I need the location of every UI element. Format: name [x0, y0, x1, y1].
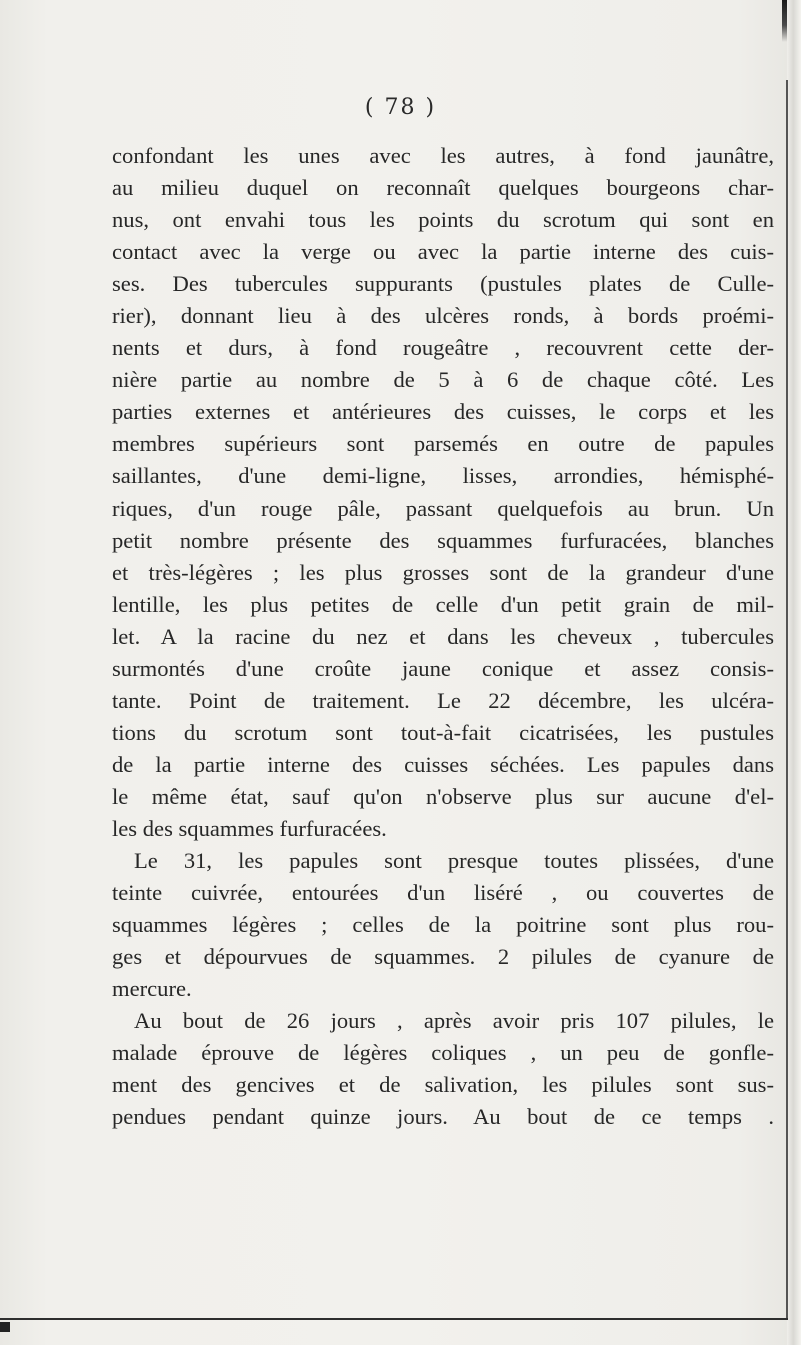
text-line: nents et durs, à fond rougeâtre , recouvrent cette der-	[112, 335, 774, 361]
text-line: de la partie interne des cuisses séchées. Les papules dans	[112, 751, 774, 777]
text-line: ses. Des tubercules suppurants (pustules plates de Culle-	[112, 271, 774, 297]
text-line: surmontés d'une croûte jaune conique et assez consis-	[112, 655, 774, 681]
text-line: saillantes, d'une demi-ligne, lisses, arrondies, hémisphé-	[112, 463, 774, 489]
text-line: Le 31, les papules sont presque toutes plissées, d'une	[134, 848, 774, 874]
text-line: ment des gencives et de salivation, les pilules sont sus-	[112, 1072, 774, 1098]
corner-mark	[0, 1322, 10, 1332]
text-line: nière partie au nombre de 5 à 6 de chaque côté. Les	[112, 367, 774, 393]
page-edge-right	[787, 0, 801, 1345]
text-line: les des squammes furfuracées.	[112, 815, 387, 841]
text-line: parties externes et antérieures des cuisses, le corps et les	[112, 399, 774, 425]
text-line: au milieu duquel on reconnaît quelques bourgeons char-	[112, 175, 774, 201]
text-line: malade éprouve de légères coliques , un peu de gonfle-	[112, 1040, 774, 1066]
text-line: confondant les unes avec les autres, à fond jaunâtre,	[112, 143, 774, 168]
text-line: squammes légères ; celles de la poitrine sont plus rou-	[112, 912, 774, 938]
page-number: ( 78 )	[364, 95, 437, 120]
text-line: et très-légères ; les plus grosses sont de la grandeur d'une	[112, 559, 774, 585]
text-line: lentille, les plus petites de celle d'un petit grain de mil-	[112, 591, 774, 617]
text-line: mercure.	[112, 976, 192, 1002]
text-line: teinte cuivrée, entourées d'un liséré , ou couvertes de	[112, 880, 774, 906]
page-edge-line-bottom	[0, 1318, 788, 1320]
text-line: le même état, sauf qu'on n'observe plus sur aucune d'el-	[112, 783, 774, 809]
text-line: petit nombre présente des squammes furfuracées, blanches	[112, 527, 774, 553]
text-line: ges et dépourvues de squammes. 2 pilules de cyanure de	[112, 944, 774, 970]
text-line: tante. Point de traitement. Le 22 décembre, les ulcéra-	[112, 687, 774, 713]
text-line: Au bout de 26 jours , après avoir pris 107 pilules, le	[134, 1008, 774, 1034]
text-line: pendues pendant quinze jours. Au bout de ce temps .	[112, 1104, 774, 1130]
text-line: let. A la racine du nez et dans les cheveux , tubercules	[112, 623, 774, 649]
page-edge-line-right	[786, 80, 788, 1320]
text-line: contact avec la verge ou avec la partie interne des cuis-	[112, 239, 774, 265]
text-line: nus, ont envahi tous les points du scrotum qui sont en	[112, 207, 774, 233]
text-line: riques, d'un rouge pâle, passant quelquefois au brun. Un	[112, 495, 774, 521]
body-text	[112, 140, 774, 1133]
text-line: membres supérieurs sont parsemés en outre de papules	[112, 431, 774, 457]
text-line: tions du scrotum sont tout-à-fait cicatrisées, les pustules	[112, 719, 774, 745]
text-line: rier), donnant lieu à des ulcères ronds, à bords proémi-	[112, 303, 774, 329]
